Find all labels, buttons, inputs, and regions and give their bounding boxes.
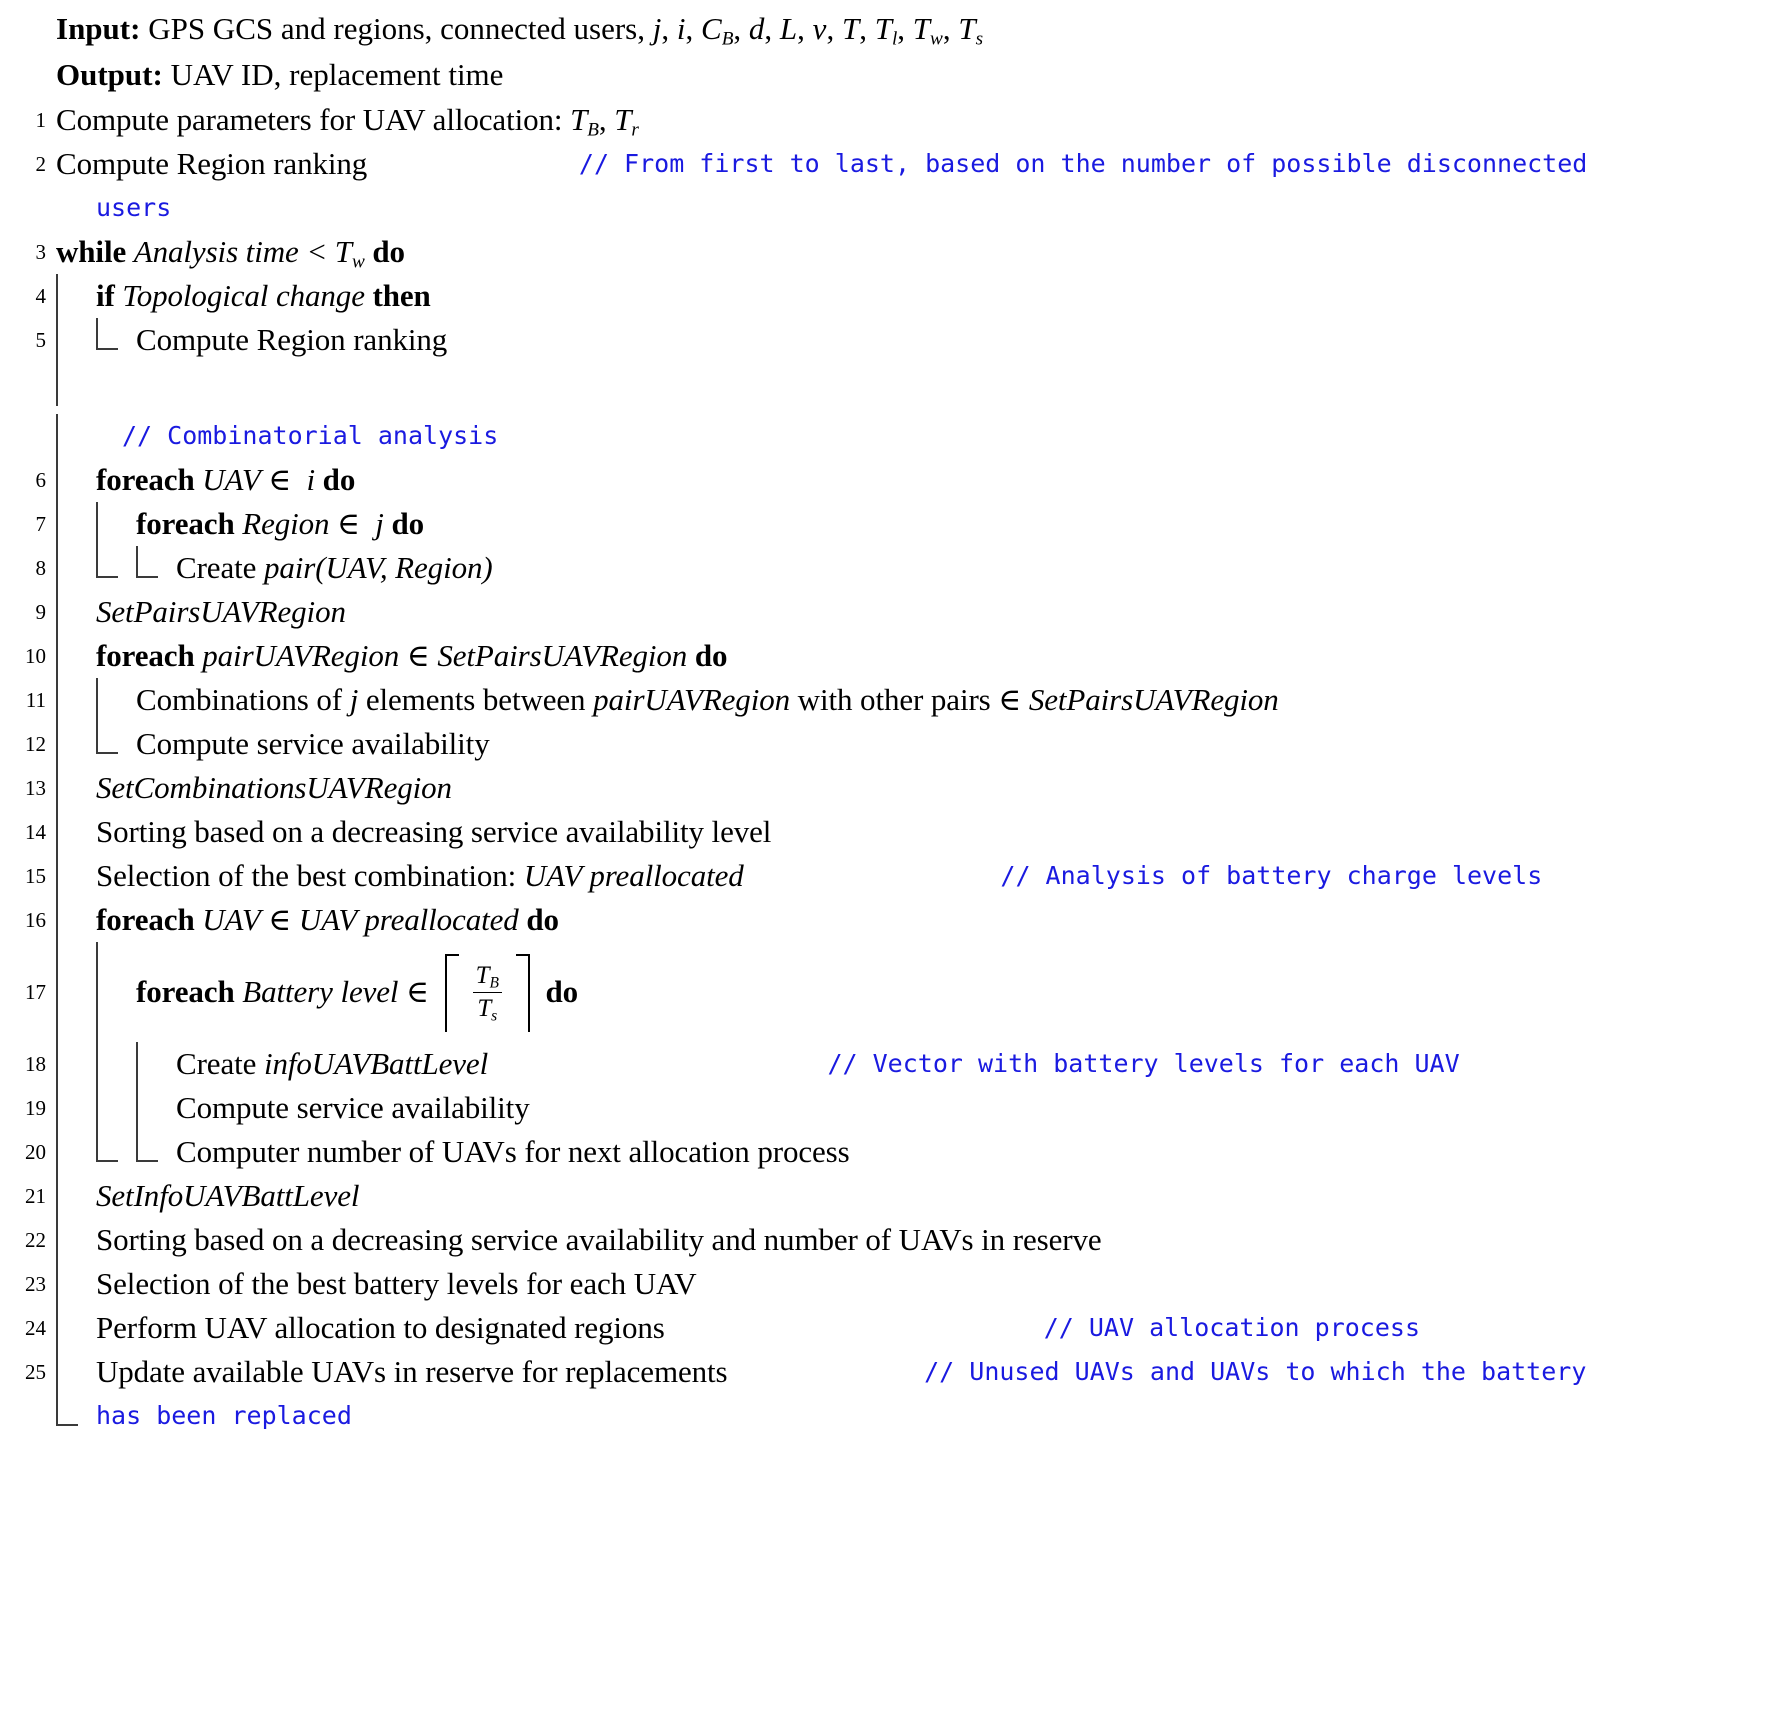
algorithm-line-2-comment-wrap: [0, 186, 1773, 230]
indent-rule-while: [56, 766, 96, 810]
algorithm-line-10: [0, 634, 1773, 678]
line-18-comment: // Vector with battery levels for each UAV: [827, 1049, 1460, 1078]
indent-rule-foreach-batt: [136, 1130, 176, 1174]
line-14-text: Sorting based on a decreasing service availability level: [96, 814, 772, 849]
line-18-text: Create infoUAVBattLevel: [176, 1046, 489, 1081]
line-25-comment-continuation: has been replaced: [96, 1401, 352, 1430]
algorithm-line-9: [0, 590, 1773, 634]
algorithm-line-8: [0, 546, 1773, 590]
line-22-text: Sorting based on a decreasing service availability and number of UAVs in reserve: [96, 1222, 1102, 1257]
line-number-16: 16: [25, 908, 46, 932]
line-number-18: 18: [25, 1052, 46, 1076]
line-number-2: 2: [35, 152, 46, 176]
line-10-text: foreach pairUAVRegion ∈ SetPairsUAVRegion do: [96, 638, 728, 673]
algorithm-line-18: [0, 1042, 1773, 1086]
combinatorial-analysis-comment: // Combinatorial analysis: [122, 421, 499, 450]
algorithm-line-16: [0, 898, 1773, 942]
line-number-12: 12: [25, 732, 46, 756]
indent-rule-while: [56, 362, 96, 406]
line-23-text: Selection of the best battery levels for each UAV: [96, 1266, 697, 1301]
line-2-text: Compute Region ranking: [56, 146, 368, 181]
indent-rule-while: [56, 634, 96, 678]
algorithm-line-3: [0, 230, 1773, 274]
line-number-19: 19: [25, 1096, 46, 1120]
line-5-text: Compute Region ranking: [136, 322, 448, 357]
algorithm-line-19: [0, 1086, 1773, 1130]
line-12-text: Compute service availability: [136, 726, 490, 761]
indent-rule-foreach-uav-prealloc: [96, 1130, 136, 1174]
indent-rule-while: [56, 502, 96, 546]
line-number-9: 9: [35, 600, 46, 624]
indent-rule-while: [56, 414, 96, 458]
line-number-25: 25: [25, 1360, 46, 1384]
algorithm-line-25: [0, 1350, 1773, 1394]
line-1-text: Compute parameters for UAV allocation: $T_B$, $T_r$: [56, 102, 639, 141]
line-8-text: Create pair(UAV, Region): [176, 550, 493, 585]
line-3-text: while Analysis time < $T_w$ do: [56, 234, 405, 273]
indent-rule-while: [56, 590, 96, 634]
line-16-text: foreach UAV ∈ UAV preallocated do: [96, 902, 559, 937]
indent-rule-foreach-uav-prealloc: [96, 942, 136, 1042]
line-number-7: 7: [35, 512, 46, 536]
indent-rule-foreach-batt: [136, 1086, 176, 1130]
line-20-text: Computer number of UAVs for next allocation process: [176, 1134, 850, 1169]
line-number-24: 24: [25, 1316, 46, 1340]
output-text: UAV ID, replacement time: [170, 57, 504, 92]
algorithm-line-22: [0, 1218, 1773, 1262]
indent-rule-foreach-uav-prealloc: [96, 1086, 136, 1130]
line-number-17: 17: [25, 980, 46, 1004]
indent-rule-while: [56, 458, 96, 502]
algorithm-line-20: [0, 1130, 1773, 1174]
line-4-text: if Topological change then: [96, 278, 431, 313]
algorithm-line-4: [0, 274, 1773, 318]
line-number-1: 1: [35, 108, 46, 132]
line-number-6: 6: [35, 468, 46, 492]
indent-rule-while: [56, 810, 96, 854]
line-number-15: 15: [25, 864, 46, 888]
indent-rule-while: [56, 722, 96, 766]
output-row: [0, 52, 1773, 98]
output-label: Output:: [56, 57, 163, 92]
algorithm-line-24: [0, 1306, 1773, 1350]
indent-rule-foreach-pair: [96, 678, 136, 722]
line-number-8: 8: [35, 556, 46, 580]
indent-rule-foreach-pair: [96, 722, 136, 766]
algorithm-line-25-comment-wrap: [0, 1394, 1773, 1438]
algorithm-line-14: [0, 810, 1773, 854]
input-line: [56, 6, 983, 52]
line-13-text: SetCombinationsUAVRegion: [96, 770, 452, 805]
indent-rule-while: [56, 546, 96, 590]
combinatorial-comment-row: [0, 414, 1773, 458]
indent-rule-while: [56, 898, 96, 942]
ceiling-left-bracket: [445, 954, 459, 1032]
fraction-denominator: $T_s$: [477, 995, 498, 1025]
ceiling-right-bracket: [516, 954, 530, 1032]
line-15-text: Selection of the best combination: UAV preallocated: [96, 858, 744, 893]
spacer-row: [0, 362, 1773, 414]
line-number-4: 4: [35, 284, 46, 308]
indent-rule-while: [56, 1394, 96, 1438]
input-row: [0, 6, 1773, 52]
indent-rule-foreach-uav: [96, 502, 136, 546]
line-number-23: 23: [25, 1272, 46, 1296]
ceiling-fraction: [445, 954, 530, 1032]
algorithm-line-23: [0, 1262, 1773, 1306]
algorithm-line-13: [0, 766, 1773, 810]
indent-rule-foreach-batt: [136, 1042, 176, 1086]
line-number-10: 10: [25, 644, 46, 668]
line-19-text: Compute service availability: [176, 1090, 530, 1125]
indent-rule-while: [56, 1174, 96, 1218]
indent-rule-while: [56, 274, 96, 318]
line-25-text: Update available UAVs in reserve for replacements: [96, 1354, 728, 1389]
algorithm-line-7: [0, 502, 1773, 546]
indent-rule-if: [96, 318, 136, 362]
indent-rule-foreach-uav: [96, 546, 136, 590]
line-21-text: SetInfoUAVBattLevel: [96, 1178, 360, 1213]
input-text: GPS GCS and regions, connected users, j, i, $C_B$, d, L, v, T, $T_l$, $T_w$, $T_s$: [148, 11, 984, 50]
input-label: Input:: [56, 11, 141, 46]
algorithm-line-6: [0, 458, 1773, 502]
algorithm-line-15: [0, 854, 1773, 898]
algorithm-line-11: [0, 678, 1773, 722]
output-line: [56, 52, 503, 98]
indent-rule-while: [56, 1306, 96, 1350]
indent-rule-while: [56, 854, 96, 898]
indent-rule-while: [56, 1350, 96, 1394]
indent-rule-while: [56, 1086, 96, 1130]
indent-rule-foreach-region: [136, 546, 176, 590]
algorithm-line-1: [0, 98, 1773, 142]
indent-rule-while: [56, 678, 96, 722]
indent-rule-while: [56, 1042, 96, 1086]
line-25-comment: // Unused UAVs and UAVs to which the battery: [924, 1357, 1587, 1386]
indent-rule: [56, 186, 96, 230]
indent-rule-while: [56, 942, 96, 1042]
line-number-22: 22: [25, 1228, 46, 1252]
fraction: [459, 962, 516, 1023]
line-15-comment: // Analysis of battery charge levels: [1000, 861, 1543, 890]
line-24-text: Perform UAV allocation to designated regions: [96, 1310, 665, 1345]
algorithm-line-12: [0, 722, 1773, 766]
line-number-11: 11: [25, 688, 46, 712]
line-7-text: foreach Region ∈ j do: [136, 506, 425, 541]
indent-rule-while: [56, 318, 96, 362]
line-number-21: 21: [25, 1184, 46, 1208]
line-17-text: foreach Battery level ∈ $\frac{T_B}{T_s}$ do: [136, 942, 1773, 1042]
line-2-comment-continuation: users: [96, 193, 172, 222]
line-9-text: SetPairsUAVRegion: [96, 594, 346, 629]
line-number-14: 14: [25, 820, 46, 844]
algorithm-line-2: [0, 142, 1773, 186]
indent-rule-while: [56, 1218, 96, 1262]
indent-rule-while: [56, 1130, 96, 1174]
line-number-13: 13: [25, 776, 46, 800]
line-24-comment: // UAV allocation process: [1043, 1313, 1421, 1342]
line-number-5: 5: [35, 328, 46, 352]
fraction-numerator: $T_B$: [473, 962, 502, 993]
line-number-20: 20: [25, 1140, 46, 1164]
line-6-text: foreach UAV ∈ i do: [96, 462, 356, 497]
algorithm-line-17: [0, 942, 1773, 1042]
line-number-3: 3: [35, 240, 46, 264]
indent-rule-foreach-uav-prealloc: [96, 1042, 136, 1086]
line-2-comment: // From first to last, based on the number of possible disconnected: [578, 149, 1588, 178]
indent-rule-while: [56, 1262, 96, 1306]
algorithm-line-21: [0, 1174, 1773, 1218]
line-11-text: Combinations of j elements between pairUAVRegion with other pairs ∈ SetPairsUAVRegion: [136, 682, 1279, 717]
algorithm-line-5: [0, 318, 1773, 362]
